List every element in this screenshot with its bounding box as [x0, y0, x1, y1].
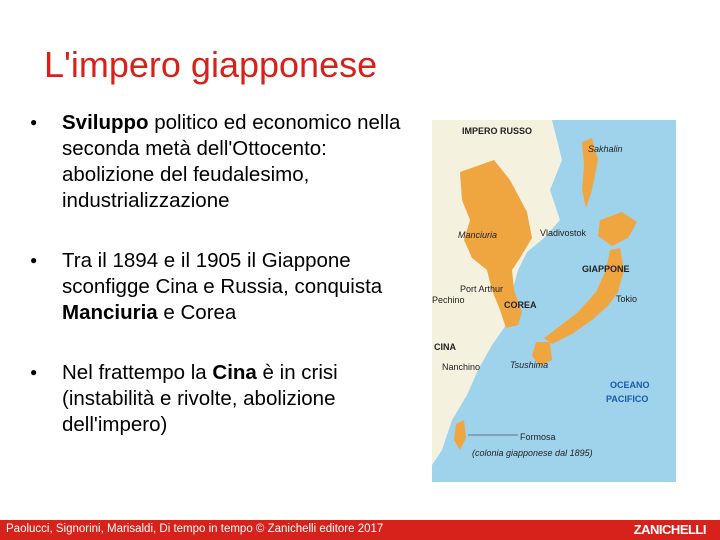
footer-credit: Paolucci, Signorini, Marisaldi, Di tempo in tempo © Zanichelli editore 2017: [6, 523, 384, 535]
bullet-3-pre: Nel frattempo la: [62, 361, 213, 384]
map-japan-empire: [432, 120, 676, 482]
bullet-item-3: [30, 360, 410, 438]
bullet-dot-icon: ●: [30, 253, 38, 267]
bullet-2-bold: Manciuria: [62, 301, 158, 324]
map-label-manciuria: Manciuria: [458, 230, 498, 240]
map-label-sakhalin: Sakhalin: [588, 144, 623, 154]
map-label-oceano: OCEANO: [610, 380, 650, 390]
map-label-formosa: Formosa: [520, 432, 556, 442]
bullet-item-1: [30, 110, 410, 214]
map-label-nanchino: Nanchino: [442, 362, 481, 372]
bullet-item-2: [30, 248, 410, 326]
bullet-dot-icon: ●: [30, 365, 38, 379]
map-label-tsushima: Tsushima: [510, 360, 549, 370]
bullet-1-text: politico ed economico nella seconda metà dell'Ottocento: abolizione del feudalesimo, industrializzazione: [62, 111, 401, 212]
bullet-list: [30, 110, 410, 438]
map-label-corea: COREA: [504, 300, 537, 310]
map-label-port-arthur: Port Arthur: [460, 284, 504, 294]
bullet-1-bold: Sviluppo: [62, 111, 149, 134]
map-label-giappone: GIAPPONE: [582, 264, 630, 274]
map-label-vladivostok: Vladivostok: [540, 228, 587, 238]
bullet-2-post: e Corea: [157, 301, 237, 324]
footer-bar: [0, 520, 720, 540]
map-label-impero-russo: IMPERO RUSSO: [462, 126, 533, 136]
bullet-2-pre: Tra il 1894 e il 1905 il Giappone sconfigge Cina e Russia, conquista: [62, 249, 383, 298]
slide-title: L'impero giapponese: [44, 44, 378, 85]
bullet-dot-icon: ●: [30, 115, 38, 129]
map-label-pacifico: PACIFICO: [606, 394, 649, 404]
map-label-formosa-note: (colonia giapponese dal 1895): [472, 448, 593, 458]
map-label-tokio: Tokio: [616, 294, 638, 304]
map-label-cina: CINA: [434, 342, 456, 352]
brand-logo: ZANICHELLI: [633, 522, 706, 537]
map-label-pechino: Pechino: [432, 295, 465, 305]
bullet-3-bold: Cina: [212, 361, 257, 384]
bullet-3-post: è in crisi (instabilità e rivolte, abolizione dell'impero): [62, 361, 338, 436]
